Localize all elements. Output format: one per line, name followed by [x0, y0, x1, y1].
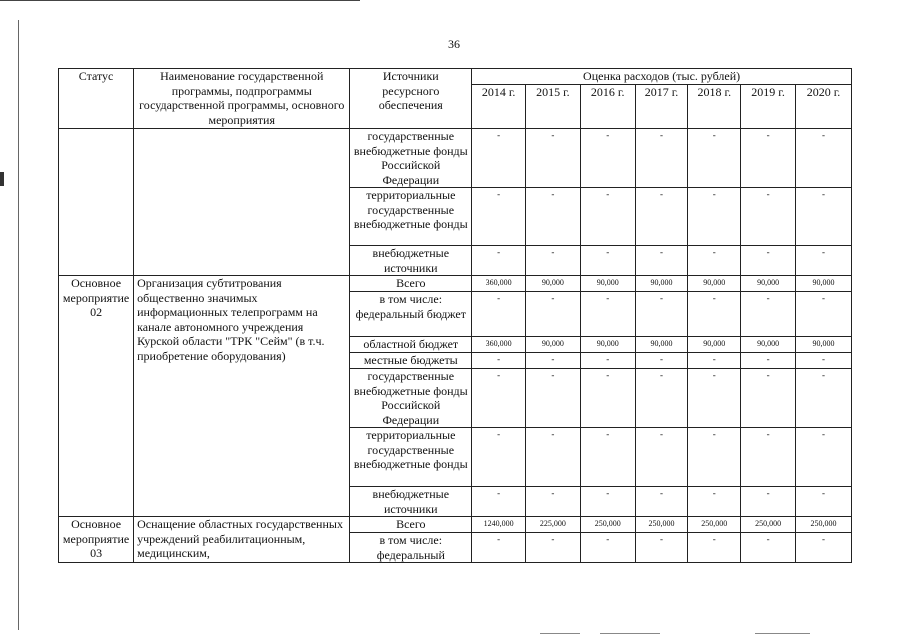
- table-row: [59, 129, 852, 188]
- row-value: -: [688, 129, 741, 188]
- row-source: в том числе: федеральный: [350, 533, 472, 563]
- row-value: -: [741, 353, 796, 369]
- row-value: -: [580, 428, 635, 487]
- row-value: -: [580, 246, 635, 276]
- row-value: -: [472, 129, 526, 188]
- row-value: 90,000: [526, 337, 581, 353]
- row-name: [134, 129, 350, 276]
- row-name: Организация субтитрования общественно значимых информационных телепрограмм на канале автономного учреждения Курской области "ТРК "Сейм" (в т.ч. приобретение оборудования): [134, 276, 350, 517]
- row-name: Оснащение областных государственных учреждений реабилитационным, медицинским,: [134, 517, 350, 563]
- header-name: Наименование государственной программы, подпрограммы государственной программы, основного мероприятия: [134, 69, 350, 129]
- table-row: [59, 517, 852, 533]
- row-source: государственные внебюджетные фонды Российской Федерации: [350, 129, 472, 188]
- row-value: -: [472, 353, 526, 369]
- row-value: 250,000: [796, 517, 852, 533]
- row-value: -: [526, 369, 581, 428]
- row-source: территориальные государственные внебюджетные фонды: [350, 188, 472, 246]
- row-value: -: [580, 188, 635, 246]
- row-value: -: [796, 292, 852, 337]
- row-value: -: [635, 246, 688, 276]
- row-value: 90,000: [526, 276, 581, 292]
- row-value: -: [796, 246, 852, 276]
- row-value: -: [688, 428, 741, 487]
- row-value: -: [688, 487, 741, 517]
- row-value: -: [580, 292, 635, 337]
- row-source: внебюджетные источники: [350, 246, 472, 276]
- row-value: -: [741, 188, 796, 246]
- row-value: -: [741, 129, 796, 188]
- row-value: -: [472, 428, 526, 487]
- row-source: территориальные государственные внебюджетные фонды: [350, 428, 472, 487]
- row-value: -: [688, 188, 741, 246]
- row-value: -: [741, 428, 796, 487]
- row-value: 90,000: [580, 337, 635, 353]
- row-value: -: [472, 292, 526, 337]
- row-value: -: [580, 129, 635, 188]
- row-value: -: [526, 292, 581, 337]
- row-source: областной бюджет: [350, 337, 472, 353]
- row-value: -: [526, 129, 581, 188]
- row-value: -: [635, 533, 688, 563]
- row-source: в том числе: федеральный бюджет: [350, 292, 472, 337]
- row-value: 90,000: [796, 337, 852, 353]
- table-body: [59, 129, 852, 563]
- header-status: Статус: [59, 69, 134, 129]
- row-value: 90,000: [580, 276, 635, 292]
- row-value: -: [635, 129, 688, 188]
- row-source: Всего: [350, 276, 472, 292]
- header-year: 2019 г.: [741, 85, 796, 129]
- row-value: -: [688, 369, 741, 428]
- row-value: -: [472, 487, 526, 517]
- row-value: -: [580, 353, 635, 369]
- row-value: -: [741, 246, 796, 276]
- row-value: -: [635, 428, 688, 487]
- scan-edge-top: [0, 0, 360, 1]
- row-value: -: [472, 188, 526, 246]
- row-value: -: [580, 533, 635, 563]
- row-value: -: [580, 369, 635, 428]
- row-value: -: [526, 246, 581, 276]
- row-value: -: [472, 246, 526, 276]
- row-value: -: [796, 487, 852, 517]
- row-value: -: [796, 188, 852, 246]
- row-value: -: [741, 369, 796, 428]
- header-year: 2018 г.: [688, 85, 741, 129]
- row-value: -: [796, 533, 852, 563]
- row-value: 90,000: [688, 276, 741, 292]
- row-value: -: [688, 292, 741, 337]
- header-estimate: Оценка расходов (тыс. рублей): [472, 69, 852, 85]
- row-value: -: [796, 428, 852, 487]
- row-value: 250,000: [635, 517, 688, 533]
- page-number: 36: [448, 37, 460, 51]
- row-status: [59, 129, 134, 276]
- row-value: 90,000: [635, 337, 688, 353]
- row-value: -: [526, 353, 581, 369]
- header-year: 2014 г.: [472, 85, 526, 129]
- row-value: 360,000: [472, 337, 526, 353]
- row-value: -: [580, 487, 635, 517]
- row-value: -: [741, 487, 796, 517]
- row-value: 90,000: [635, 276, 688, 292]
- row-value: 250,000: [580, 517, 635, 533]
- row-value: 250,000: [741, 517, 796, 533]
- row-value: 90,000: [741, 337, 796, 353]
- row-source: государственные внебюджетные фонды Российской Федерации: [350, 369, 472, 428]
- row-value: -: [635, 487, 688, 517]
- row-value: 90,000: [796, 276, 852, 292]
- row-source: внебюджетные источники: [350, 487, 472, 517]
- expenditure-table: [58, 68, 852, 563]
- scan-edge-left: [18, 20, 19, 630]
- row-value: -: [796, 369, 852, 428]
- row-value: -: [526, 428, 581, 487]
- row-value: -: [635, 188, 688, 246]
- row-value: -: [526, 533, 581, 563]
- row-value: -: [741, 533, 796, 563]
- row-value: -: [472, 369, 526, 428]
- row-value: -: [526, 188, 581, 246]
- row-value: 360,000: [472, 276, 526, 292]
- scan-margin-mark: [0, 172, 4, 186]
- row-value: -: [741, 292, 796, 337]
- row-value: 90,000: [688, 337, 741, 353]
- row-value: -: [688, 533, 741, 563]
- row-value: -: [635, 353, 688, 369]
- table-row: [59, 276, 852, 292]
- row-status: Основное мероприятие 02: [59, 276, 134, 517]
- row-value: -: [688, 353, 741, 369]
- row-value: -: [472, 533, 526, 563]
- row-value: -: [688, 246, 741, 276]
- row-status: Основное мероприятие 03: [59, 517, 134, 563]
- row-value: 250,000: [688, 517, 741, 533]
- row-value: 90,000: [741, 276, 796, 292]
- row-value: -: [635, 369, 688, 428]
- row-value: 1240,000: [472, 517, 526, 533]
- row-value: -: [796, 353, 852, 369]
- row-value: -: [635, 292, 688, 337]
- header-year: 2016 г.: [580, 85, 635, 129]
- row-source: Всего: [350, 517, 472, 533]
- header-source: Источники ресурсного обеспечения: [350, 69, 472, 129]
- row-value: -: [796, 129, 852, 188]
- row-source: местные бюджеты: [350, 353, 472, 369]
- header-year: 2020 г.: [796, 85, 852, 129]
- header-year: 2015 г.: [526, 85, 581, 129]
- header-year: 2017 г.: [635, 85, 688, 129]
- row-value: -: [526, 487, 581, 517]
- row-value: 225,000: [526, 517, 581, 533]
- scan-bottom-marks: [540, 633, 840, 635]
